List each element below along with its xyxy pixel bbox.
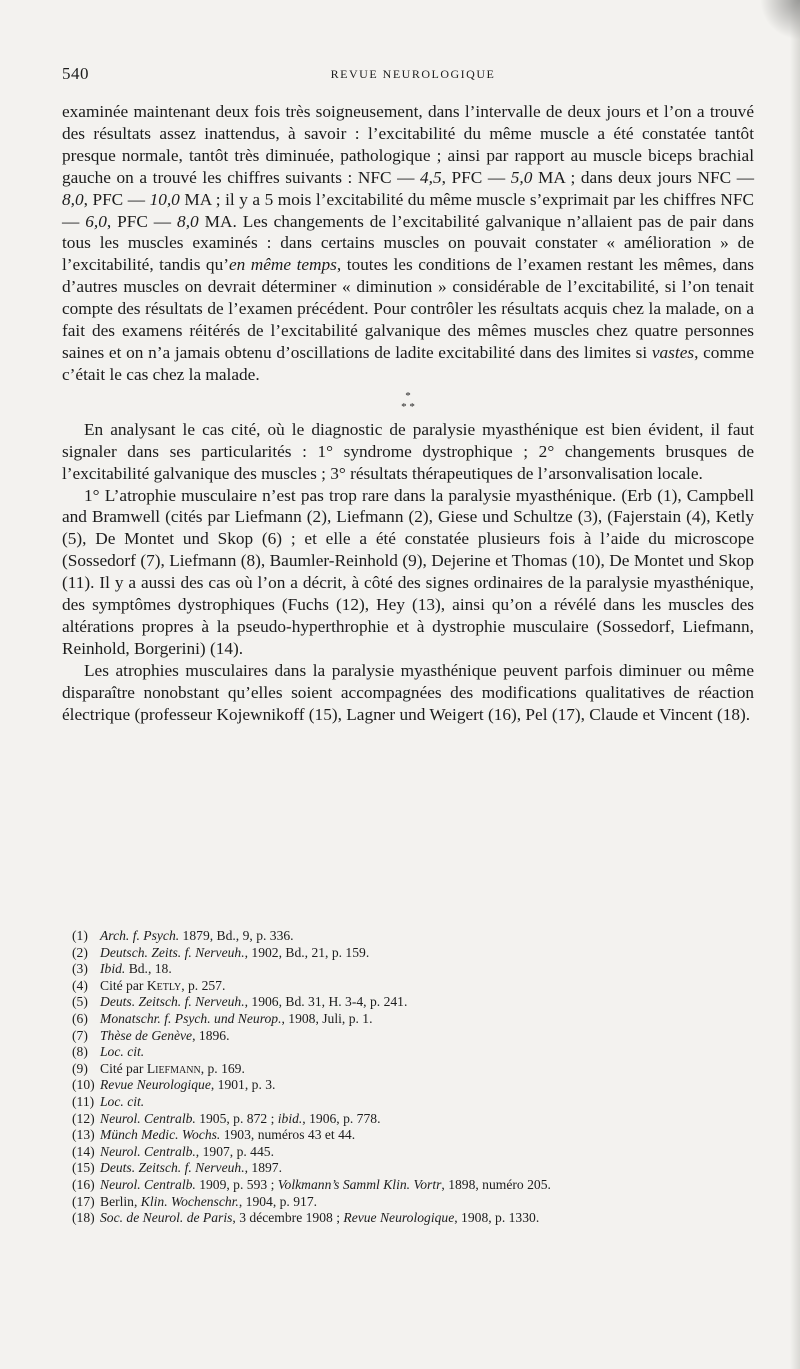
italic-run: Soc. de Neurol. de Paris [100, 1210, 233, 1226]
italic-run: en même temps [228, 255, 337, 275]
paragraph-atrophies [62, 660, 754, 726]
footnote [72, 1111, 752, 1128]
footnote [72, 1077, 752, 1094]
footnote [72, 928, 752, 945]
italic-run: 4,5 [420, 167, 442, 187]
footnote [72, 1210, 752, 1227]
text-run: , 1897. [244, 1160, 282, 1176]
text-run: , 1904, p. 917. [238, 1193, 318, 1209]
italic-run: Loc. cit. [100, 1044, 145, 1060]
footnote-number: (17) [72, 1193, 95, 1209]
italic-run: Arch. f. Psych. [100, 928, 180, 943]
page-header [62, 64, 764, 88]
text-run: , p. 169. [200, 1060, 245, 1076]
scan-corner-shadow [760, 0, 800, 40]
text-run: examinée maintenant deux fois très soigneusement, dans l’intervalle de deux jours et l’on a trouvé des résultats assez inattendus, à savoir : l’excitabilité du même muscle a été constatée tantôt presque normale, tantôt très diminuée, pathologique ; ainsi par rapport au muscle biceps brachial gauche on a trouvé les chiffres suivants : NFC — [62, 102, 754, 187]
footnote-number: (12) [72, 1110, 95, 1126]
italic-run: 5,0 [510, 167, 533, 187]
text-run: , 1898, numéro 205. [441, 1176, 551, 1192]
running-title: REVUE NEUROLOGIQUE [330, 67, 496, 81]
footnote [72, 1028, 752, 1045]
italic-run: 8,0 [177, 211, 199, 231]
text-run: Cité par [100, 1060, 147, 1076]
footnote-number: (1) [72, 928, 88, 943]
italic-run: Klin. Wochenschr. [140, 1193, 239, 1209]
text-run: , PFC — [441, 167, 511, 187]
footnote [72, 1194, 752, 1211]
italic-run: Volkmann’s Samml Klin. Vortr [277, 1176, 442, 1192]
asterism-top: * [405, 389, 411, 402]
text-run: 1905, p. 872 ; [195, 1110, 278, 1126]
footnote-number: (9) [72, 1060, 88, 1076]
text-run: , 1906, p. 778. [302, 1110, 381, 1126]
footnote-number: (6) [72, 1010, 88, 1026]
scan-edge-shadow [790, 0, 800, 1369]
italic-run: Thèse de Genève [100, 1027, 193, 1043]
footnote [72, 1144, 752, 1161]
italic-run: Ibid. [100, 961, 126, 977]
italic-run: Revue Neurologique [100, 1077, 211, 1093]
text-run: , comme c’était le cas chez la malade. [62, 342, 754, 384]
footnote [72, 994, 752, 1011]
body-text [62, 101, 754, 725]
italic-run: ibid. [277, 1110, 303, 1126]
footnote [72, 1160, 752, 1177]
italic-run: 6,0 [85, 211, 107, 231]
footnote-number: (3) [72, 961, 88, 977]
footnote-number: (10) [72, 1077, 95, 1093]
italic-run: Loc. cit. [100, 1093, 145, 1109]
footnote-number: (16) [72, 1176, 95, 1192]
paragraph-analysis [62, 419, 754, 485]
text-run: 1879, Bd., 9, p. 336. [179, 928, 294, 943]
text-run: , 1908, p. 1330. [454, 1210, 540, 1226]
text-run: 1903, numéros 43 et 44. [220, 1127, 356, 1143]
text-run: Les atrophies musculaires dans la paralysie myasthénique peuvent parfois diminuer ou même disparaître nonobstant qu’elles soient accompagnées des modifications qualitatives de réaction électrique (professeur Kojewnikoff (15), Lagner und Weigert (16), Pel (17), Claude et Vincent (18). [62, 660, 754, 724]
asterism-divider [62, 391, 754, 413]
text-run: , 1907, p. 445. [195, 1143, 274, 1159]
footnote [72, 1127, 752, 1144]
footnote [72, 961, 752, 978]
italic-run: Monatschr. f. Psych. und Neurop. [100, 1010, 282, 1026]
footnote-number: (14) [72, 1143, 95, 1159]
text-run: , 1906, Bd. 31, H. 3-4, p. 241. [244, 994, 408, 1010]
text-run: , 1896. [192, 1027, 230, 1043]
italic-run: Neurol. Centralb. [100, 1110, 196, 1126]
text-run: MA ; il y a 5 mois l’excitabilité du même muscle s’exprimait par les chiffres NFC — [62, 189, 754, 231]
italic-run: Revue Neurologique [343, 1210, 455, 1226]
footnote [72, 1061, 752, 1078]
page-number: 540 [62, 64, 89, 83]
text-run: 1° L’atrophie musculaire n’est pas trop rare dans la paralysie myasthénique. (Erb (1), Campbell and Bramwell (cités par Liefmann (2), Liefmann (2), Giese und Schultze (3), (Fajerstain (4), Ketly (5), De Montet und Skop (6) ; et elle a été constatée plusieurs fois à l’aide du microscope (Sossedorf (7), Liefmann (8), Baumler-Reinhold (9), Dejerine et Thomas (10), De Montet und Skop (11). Il y a aussi des cas où l’on a décrit, à côté des signes ordinaires de la paralysie myasthénique, des symptômes dystrophiques (Fuchs (12), Hey (13), ainsi qu’on a révélé dans les muscles des altérations propres à la pseudo-hyperthrophie et à dystrophie musculaire (Sossedorf, Liefmann, Reinhold, Borgerini) (14). [62, 485, 754, 658]
text-run: , 3 décembre 1908 ; [232, 1210, 344, 1226]
text-run: En analysant le cas cité, où le diagnostic de paralysie myasthénique est bien évident, il faut signaler dans ses particularités : 1° syndrome dystrophique ; 2° changements brusques de l’excitabilité galvanique des muscles ; 3° résultats thérapeutiques de l’arsonvalisation locale. [62, 419, 754, 483]
footnote [72, 1011, 752, 1028]
footnote-number: (13) [72, 1127, 95, 1143]
text-run: Cité par [100, 977, 147, 993]
footnote-number: (8) [72, 1044, 88, 1060]
footnote [72, 1177, 752, 1194]
footnote-number: (4) [72, 977, 88, 993]
footnote-number: (5) [72, 994, 88, 1010]
text-run: , p. 257. [181, 977, 226, 993]
footnote [72, 1044, 752, 1061]
text-run: , 1908, Juli, p. 1. [281, 1010, 373, 1026]
footnote-number: (7) [72, 1027, 88, 1043]
text-run: Berlin, [100, 1193, 141, 1209]
italic-run: vastes [651, 342, 695, 362]
paragraph-excitability [62, 101, 754, 386]
italic-run: Deuts. Zeitsch. f. Nerveuh. [100, 1160, 245, 1176]
italic-run: Neurol. Centralb. [100, 1143, 196, 1159]
italic-run: Deutsch. Zeits. f. Nerveuh. [100, 944, 245, 960]
footnote-number: (18) [72, 1210, 95, 1226]
text-run: , 1902, Bd., 21, p. 159. [244, 944, 370, 960]
footnote-number: (2) [72, 944, 88, 960]
asterism-bottom: * * [401, 400, 415, 413]
text-run: , PFC — [106, 211, 178, 231]
footnote-number: (11) [72, 1093, 95, 1109]
text-run: , toutes les conditions de l’examen restant les mêmes, dans d’autres muscles on devrait déterminer « diminution » considérable de l’excitabilité, si l’on tenait compte des résultats de l’examen précédent. Pour contrôler les résultats acquis chez la malade, on a fait des examens réitérés de l’excitabilité galvanique des mêmes muscles chez quatre personnes saines et on n’a jamais obtenu d’oscillations de ladite excitabilité dans des limites si [62, 255, 754, 362]
italic-run: Deuts. Zeitsch. f. Nerveuh. [100, 994, 245, 1010]
italic-run: 10,0 [149, 189, 180, 209]
footnote [72, 945, 752, 962]
footnote-number: (15) [72, 1160, 95, 1176]
text-run: MA ; dans deux jours NFC — [532, 167, 754, 187]
italic-run: Neurol. Centralb. [100, 1176, 196, 1192]
footnote [72, 1094, 752, 1111]
footnotes [72, 928, 752, 1227]
text-run: Bd., 18. [125, 961, 172, 977]
text-run: , 1901, p. 3. [210, 1077, 276, 1093]
footnote [72, 978, 752, 995]
small-caps-run: Liefmann [146, 1060, 201, 1076]
text-run: MA. Les changements de l’excitabilité galvanique n’allaient pas de pair dans tous les muscles examinés : dans certains muscles on pouvait constater « amélioration » de l’excitabilité, tandis qu’ [62, 211, 755, 275]
paragraph-atrophy [62, 485, 754, 660]
italic-run: Münch Medic. Wochs. [100, 1127, 221, 1143]
italic-run: 8,0 [62, 189, 84, 209]
text-run: , PFC — [83, 189, 150, 209]
text-run: 1909, p. 593 ; [195, 1176, 278, 1192]
small-caps-run: Ketly [146, 977, 182, 993]
